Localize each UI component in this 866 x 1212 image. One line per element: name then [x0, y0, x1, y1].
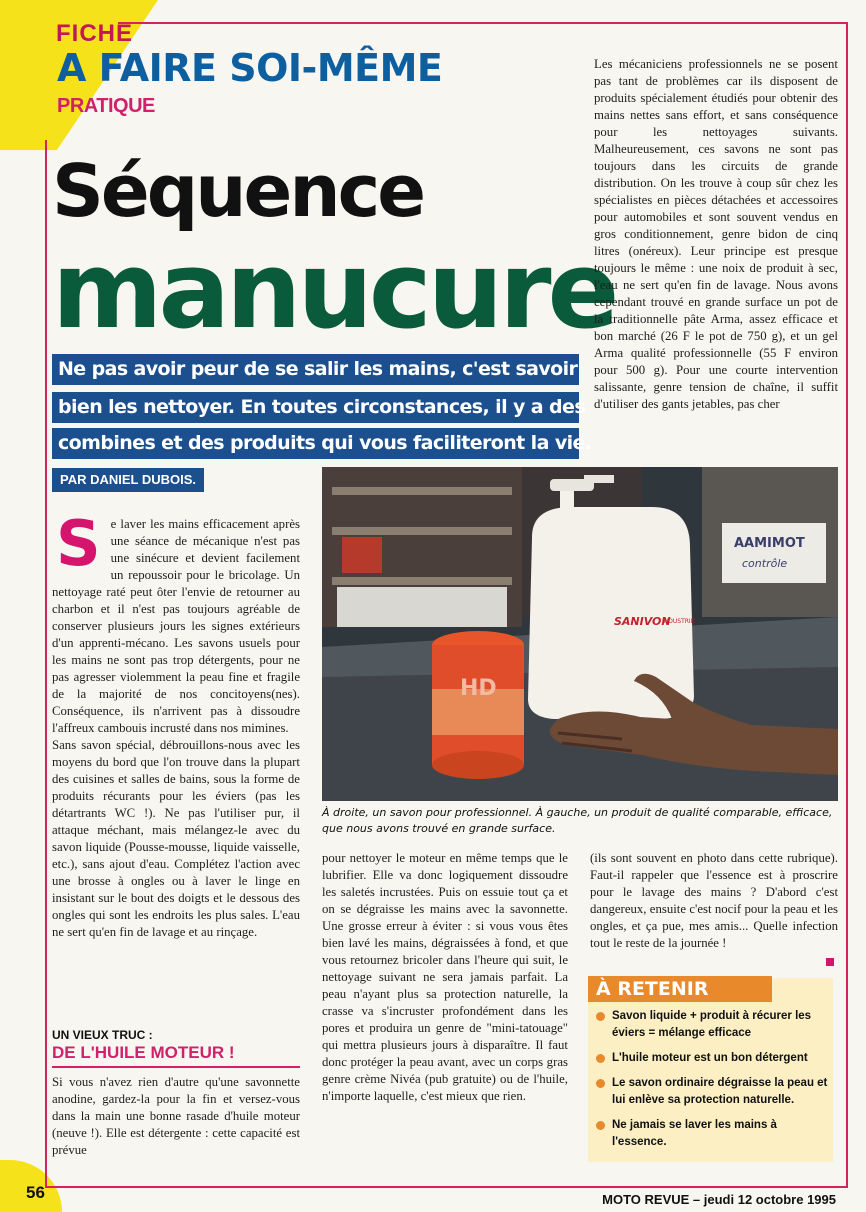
retenir-item-text: Savon liquide + produit à récurer les éviers = mélange efficace [612, 1010, 812, 1039]
retenir-item [596, 1117, 828, 1151]
frame-rule-right [846, 22, 848, 1186]
lead-line-2: bien les nettoyer. En toutes circonstances, il y a des [52, 392, 579, 423]
retenir-item [596, 1075, 828, 1109]
trick-heading: DE L'HUILE MOTEUR ! [52, 1043, 235, 1062]
article-title-line2: manucure [52, 229, 616, 352]
photo-sign-text: AAMIMOT [734, 536, 805, 551]
trick-rule [52, 1066, 300, 1068]
trick-kicker: UN VIEUX TRUC : [52, 1028, 153, 1042]
drop-cap: S [56, 516, 101, 580]
section-title: A FAIRE SOI-MÊME [57, 46, 443, 90]
right-column-top: Les mécaniciens professionnels ne se posent pas tant de problèmes car ils disposent de produits spécialement étudiés pour obtenir des mains nettes sans effort, et sans conséquence pour les nettoyages suivants. Malheureusement, ces savons ne sont pas toujours dans les circuits de grande distribution. On les trouve à coup sûr chez les spécialistes en pièces détachées et accessoires pour automobiles et sont souvent vendus en gros conditionnement, genre bidon de cinq litres (onéreux). Leur principe est presque toujours le même : une noix de produit à sec, l'eau ne sert qu'en fin de lavage. Nous avons cependant trouvé en grande surface un pot de la traditionnelle pâte Arma, assez efficace et bon marché (26 F le pot de 750 g), et un gel Arma qualité professionnelle (55 F environ pour 500 g). Pour une courte intervention salissante, genre tension de chaîne, il suffit d'utiliser des gants jetables, pas cher [594, 57, 838, 411]
middle-column: pour nettoyer le moteur en même temps que le lubrifier. Elle va donc logiquement dissoudre les saletés incrustées. Puis on essuie tout ça et on se dégraisse les mains avec la savonnette. Une grosse erreur à éviter : si vous vous êtes bien lavé les mains, dégraissées à fond, et que vous retournez bricoler dans l'heure qui suit, le nettoyage suivant ne sera jamais parfait. La peau n'ayant plus sa protection naturelle, la crasse va s'incruster profondément dans les pores et produira un genre de "mini-tatouage" qui mettra plusieurs jours à disparaître. Il faut donc protéger la peau avant, avec un corps gras genre crème Nivéa (pub gratuite) ou de l'huile, n'importe laquelle, c'est mieux que rien. [322, 851, 568, 1103]
retenir-list [596, 1008, 828, 1159]
lead-line-3: combines et des produits qui vous faciliteront la vie. [52, 428, 579, 459]
bullet-icon [596, 1079, 605, 1088]
trick-paragraph: Si vous n'avez rien d'autre qu'une savonnette anodine, gardez-la pour la fin et versez-vous dans la main une bonne rasade d'huile moteur (neuve !). Elle est détergente : cette capacité est prévue [52, 1075, 300, 1157]
page-number: 56 [26, 1183, 45, 1202]
byline: PAR DANIEL DUBOIS. [52, 468, 204, 492]
article-title-line1: Séquence [52, 149, 424, 233]
photo-illustration [322, 467, 838, 801]
retenir-item-text: Ne jamais se laver les mains à l'essence. [612, 1119, 777, 1148]
photo-pot-watermark: HD [460, 676, 497, 701]
intro-column [52, 516, 300, 1026]
bullet-icon [596, 1012, 605, 1021]
photo-can-label-small: INDUSTRIE [662, 618, 695, 625]
retenir-item-text: Le savon ordinaire dégraisse la peau et lui enlève sa protection naturelle. [612, 1077, 828, 1106]
photo-can-label: SANIVON [614, 615, 671, 628]
bullet-icon [596, 1121, 605, 1130]
frame-rule-bottom [45, 1186, 848, 1188]
intro-paragraph-1: e laver les mains efficacement après une séance de mécanique n'est pas une sinécure et devient facilement un repoussoir pour le bricolage. Un nettoyage raté peut ôter l'envie de retourner au charbon et il n'est pas toujours agréable de conserver plusieurs jours les signes extérieurs d'un apprenti-mécano. Les savons usuels pour les mains ne sont pas trop détergents, pour ne pas agresser violemment la peau fine et fragile de la majorité de nos concitoyens(nes). Conséquence, ils n'arrivent pas à dissoudre l'affreux cambouis incrusté dans nos mimines. [52, 517, 300, 735]
section-kicker-fiche: FICHE [56, 20, 133, 47]
section-subtitle: PRATIQUE [57, 95, 155, 117]
bullet-icon [596, 1054, 605, 1063]
right-column-bottom: (ils sont souvent en photo dans cette rubrique). Faut-il rappeler que l'essence est à proscrire pour le lavage des mains ? D'abord c'est dangereux, ensuite c'est nocif pour la peau et les ongles, et ça pue, mes amis... Quelle infection tout le reste de la journée ! [590, 851, 838, 950]
intro-paragraph-2: Sans savon spécial, débrouillons-nous avec les moyens du bord que l'on trouve dans la plupart des cuisines et salles de bains, sous la forme de produits récurants pour les éviers (pas les détartrants WC !). Ne pas l'utiliser pur, il attaque méchant, mais mélangez-le avec du savon liquide (Pousse-mousse, liquide vaisselle, etc.), sans ajout d'eau. Complétez l'action avec une brosse à ongles ou à laver le linge en insistant sur le bout des doigts et le dessous des ongles qui sont les endroits les plus sales. L'eau ne sert qu'en fin de lavage et au rinçage. [52, 738, 300, 939]
article-photo [322, 467, 838, 801]
retenir-heading: À RETENIR [588, 976, 772, 1002]
retenir-item [596, 1050, 828, 1067]
lead-line-1: Ne pas avoir peur de se salir les mains, c'est savoir [52, 354, 579, 385]
article-end-mark [826, 958, 834, 966]
retenir-item-text: L'huile moteur est un bon détergent [612, 1052, 808, 1064]
photo-caption: À droite, un savon pour professionnel. À gauche, un produit de qualité comparable, efficace, que nous avons trouvé en grande surface. [322, 806, 833, 835]
retenir-item [596, 1008, 828, 1042]
publication-footer: MOTO REVUE – jeudi 12 octobre 1995 [602, 1192, 836, 1207]
photo-sign-subtext: contrôle [742, 557, 788, 570]
frame-rule-left [45, 140, 47, 1186]
frame-rule-top [118, 22, 846, 24]
